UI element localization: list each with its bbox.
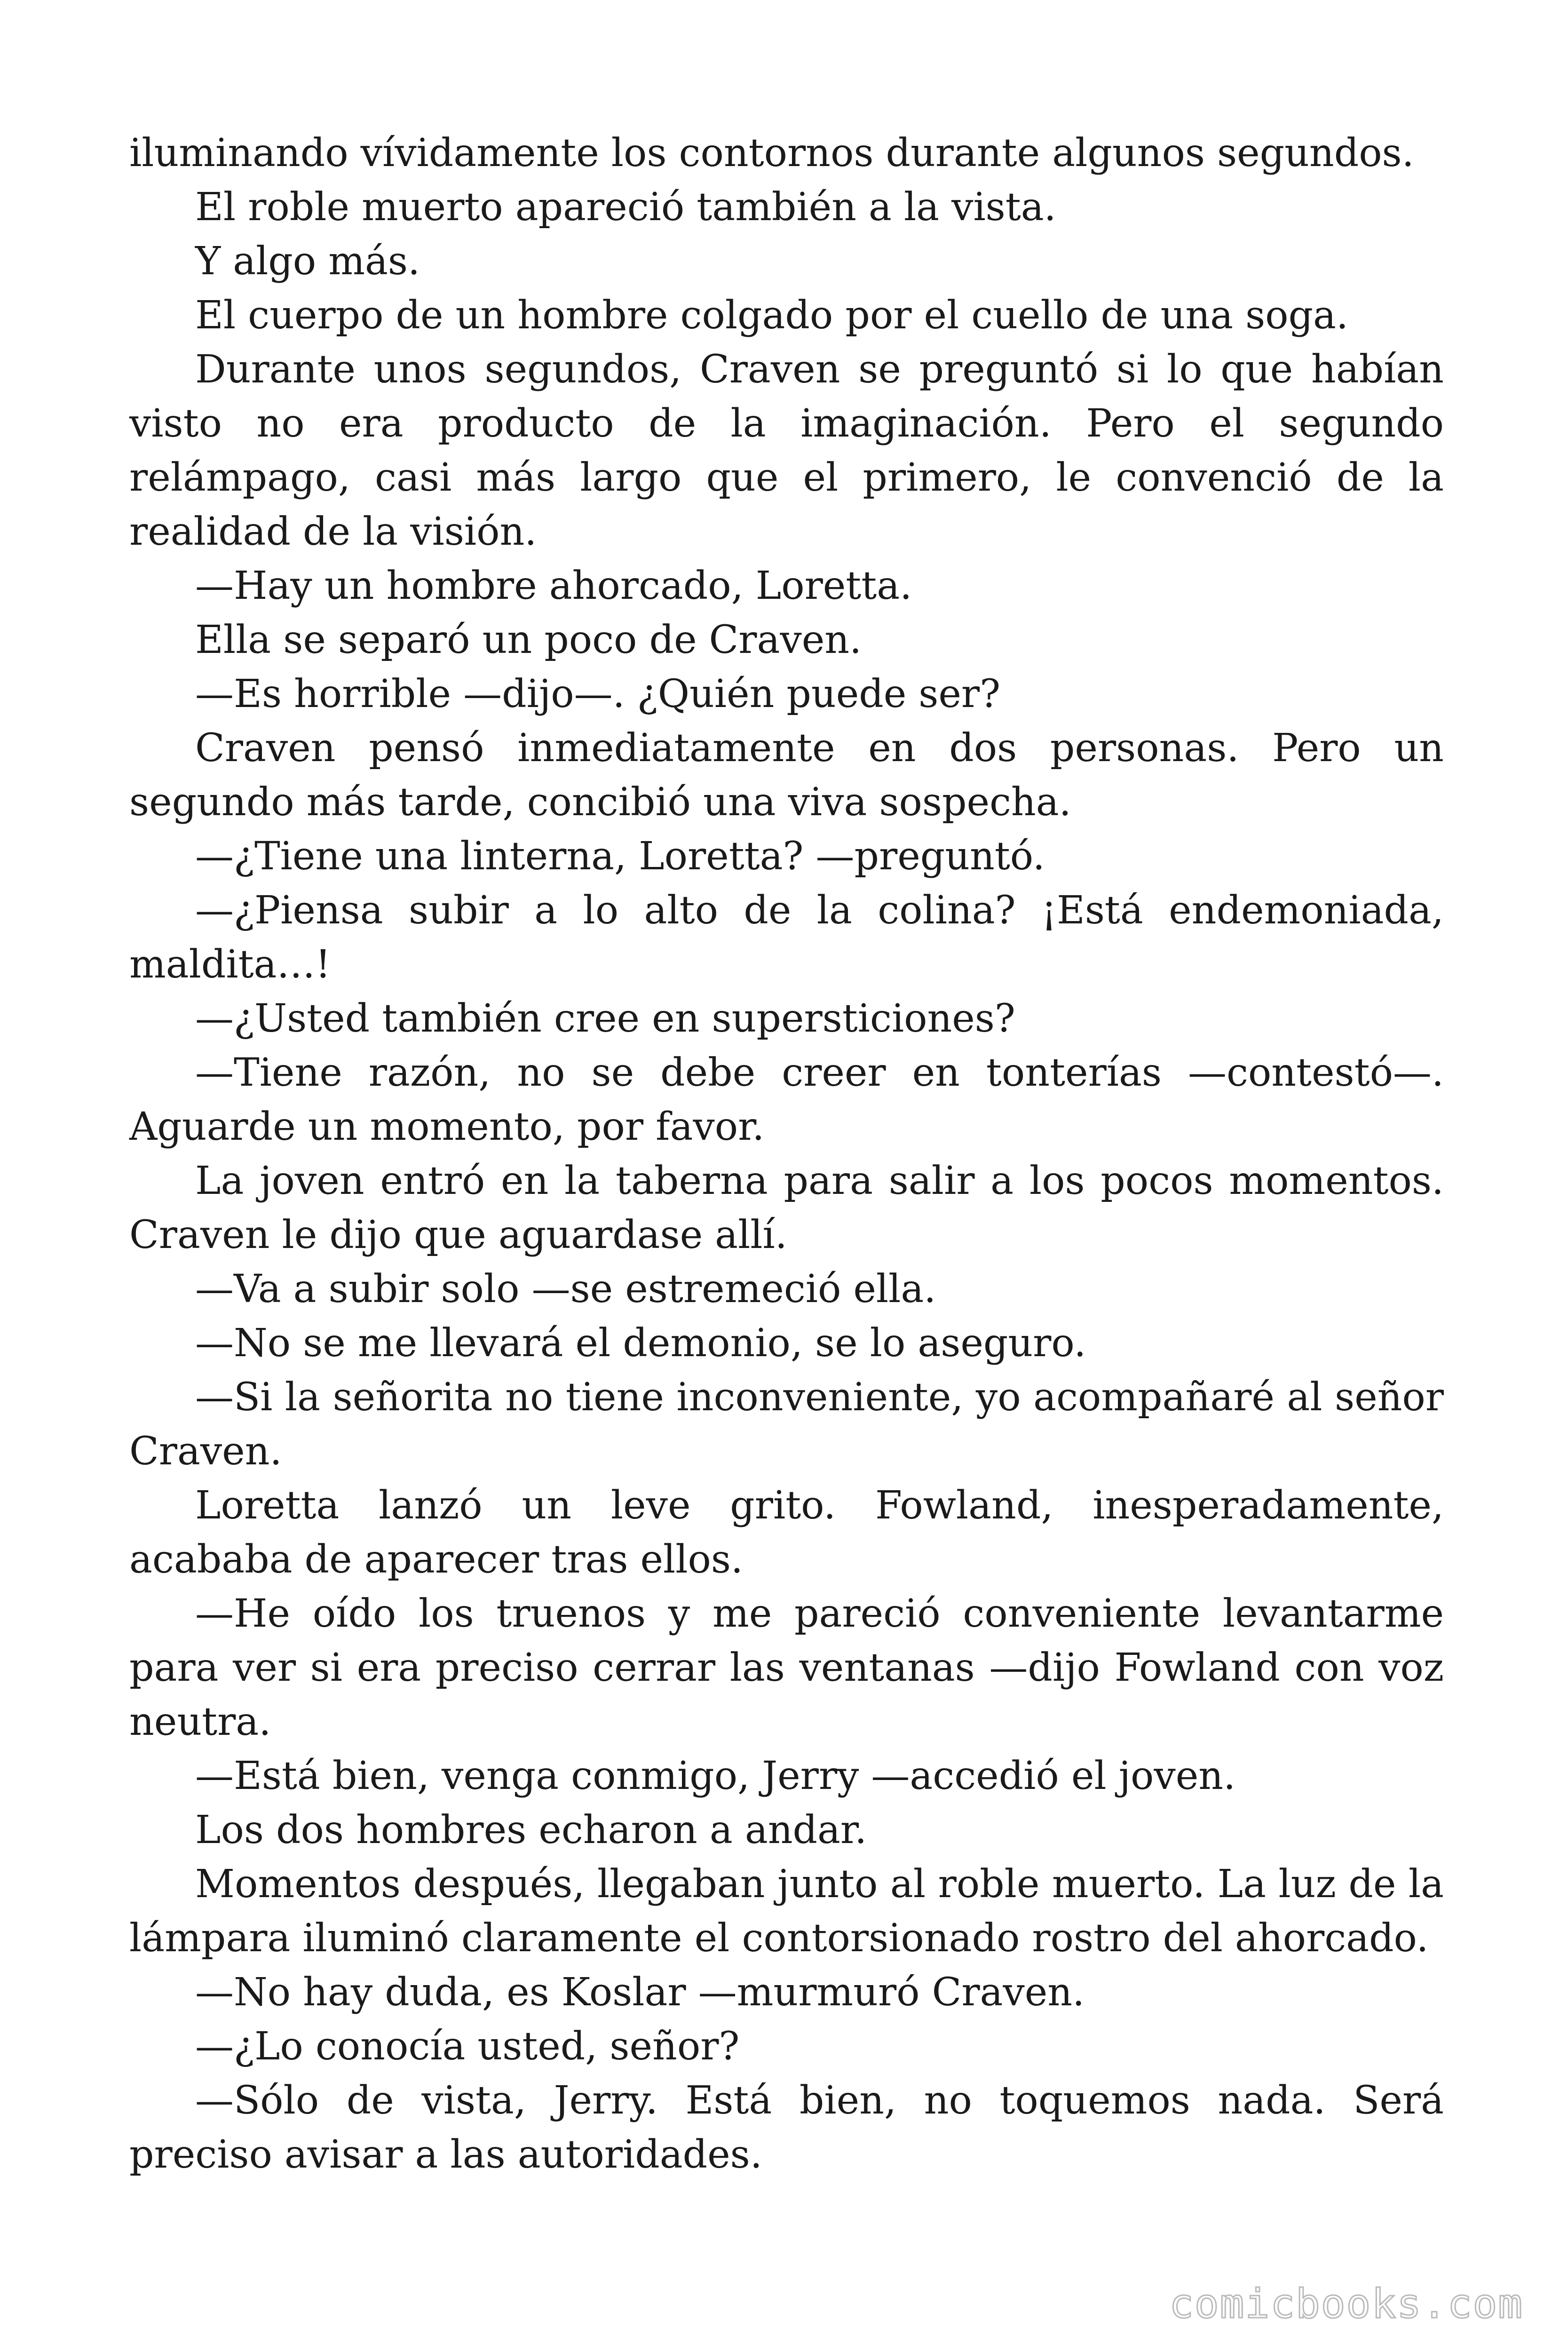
paragraph: —Tiene razón, no se debe creer en tonterías —contestó—. Aguarde un momento, por favor.: [129, 1050, 1444, 1149]
paragraph: —No se me llevará el demonio, se lo aseguro.: [195, 1321, 1086, 1366]
paragraph: El roble muerto apareció también a la vista.: [195, 185, 1056, 230]
paragraph: —Va a subir solo —se estremeció ella.: [195, 1267, 936, 1311]
paragraph: Craven pensó inmediatamente en dos personas. Pero un segundo más tarde, concibió una viva sospecha.: [129, 726, 1444, 825]
paragraph: —He oído los truenos y me pareció conveniente levantarme para ver si era preciso cerrar las ventanas —dijo Fowland con voz neutra.: [129, 1591, 1444, 1744]
paragraph: Y algo más.: [195, 239, 420, 284]
paragraph-continuation: iluminando vívidamente los contornos durante algunos segundos.: [129, 131, 1414, 175]
paragraph: Ella se separó un poco de Craven.: [195, 618, 862, 662]
paragraph: —¿Tiene una linterna, Loretta? —preguntó.: [195, 834, 1045, 879]
paragraph: —¿Lo conocía usted, señor?: [195, 2024, 740, 2069]
paragraph: Loretta lanzó un leve grito. Fowland, inesperadamente, acababa de aparecer tras ellos.: [129, 1483, 1444, 1582]
paragraph: Los dos hombres echaron a andar.: [195, 1808, 867, 1852]
book-page-text: [129, 126, 1444, 2182]
paragraph: —¿Piensa subir a lo alto de la colina? ¡Está endemoniada, maldita…!: [129, 888, 1444, 987]
paragraph: —Es horrible —dijo—. ¿Quién puede ser?: [195, 672, 1001, 716]
paragraph: —Si la señorita no tiene inconveniente, yo acompañaré al señor Craven.: [129, 1375, 1444, 1474]
paragraph: —No hay duda, es Koslar —murmuró Craven.: [195, 1970, 1085, 2015]
paragraph: La joven entró en la taberna para salir a los pocos momentos. Craven le dijo que aguardase allí.: [129, 1159, 1444, 1257]
paragraph: —Hay un hombre ahorcado, Loretta.: [195, 564, 912, 608]
watermark: comicbooks.com: [1169, 2280, 1523, 2328]
paragraph: —Sólo de vista, Jerry. Está bien, no toquemos nada. Será preciso avisar a las autoridades.: [129, 2078, 1444, 2177]
paragraph: Durante unos segundos, Craven se preguntó si lo que habían visto no era producto de la imaginación. Pero el segundo relámpago, casi más largo que el primero, le convenció de la realidad de la visión.: [129, 347, 1444, 554]
paragraph: —¿Usted también cree en supersticiones?: [195, 996, 1015, 1041]
paragraph: El cuerpo de un hombre colgado por el cuello de una soga.: [195, 293, 1348, 338]
paragraph: Momentos después, llegaban junto al roble muerto. La luz de la lámpara iluminó claramente el contorsionado rostro del ahorcado.: [129, 1862, 1444, 1961]
paragraph: —Está bien, venga conmigo, Jerry —accedió el joven.: [195, 1754, 1236, 1798]
